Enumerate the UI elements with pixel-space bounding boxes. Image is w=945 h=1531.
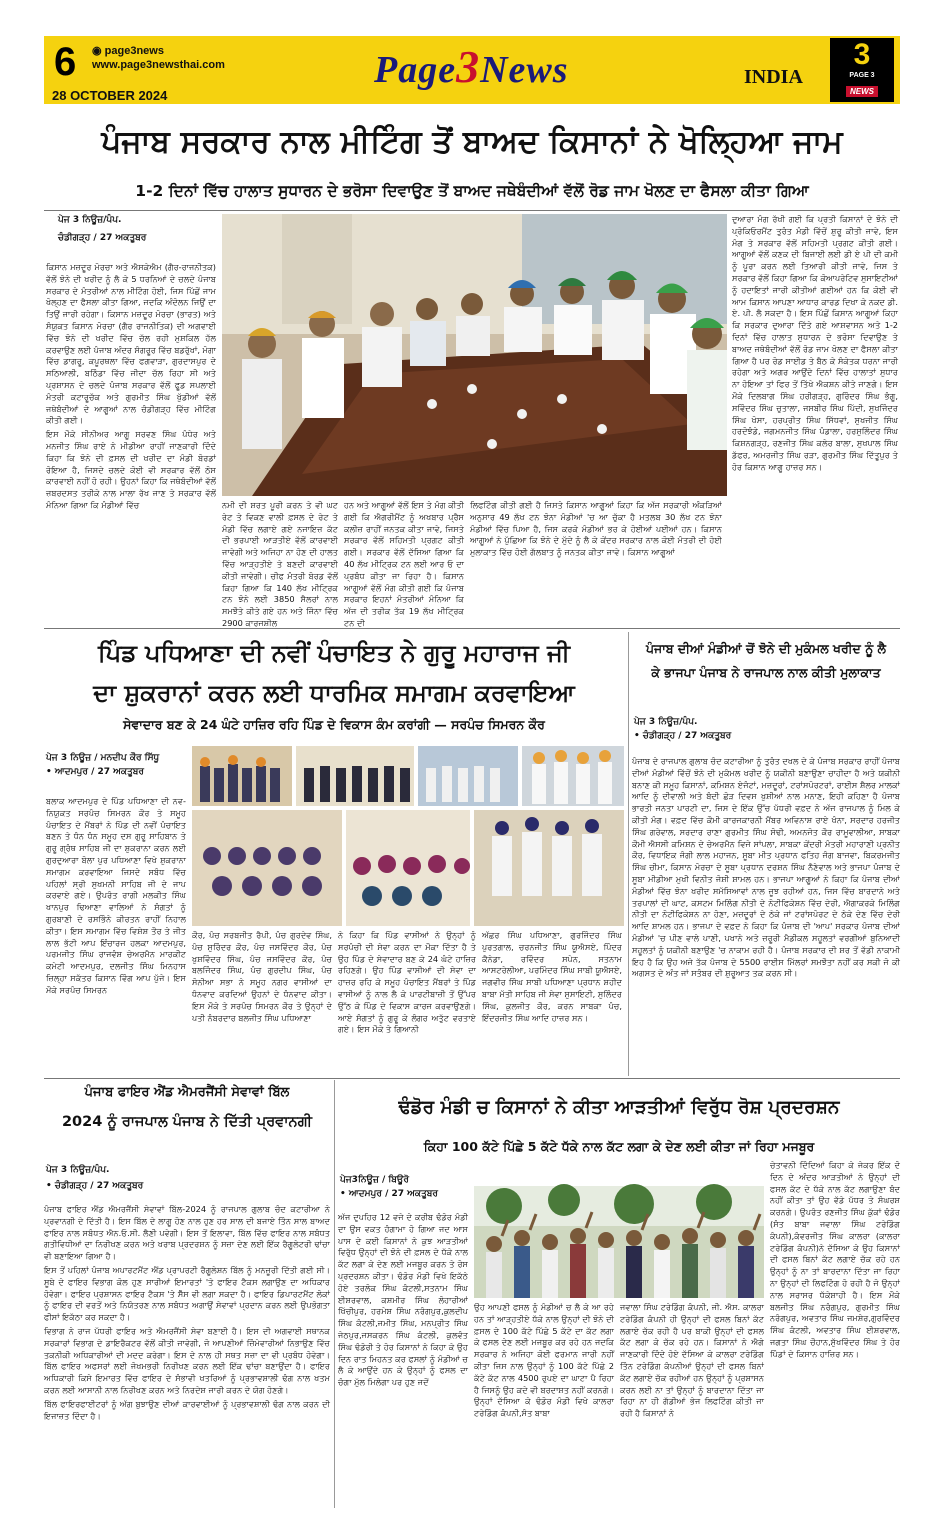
badge-number: 3 bbox=[853, 38, 871, 71]
story1-column-left bbox=[46, 262, 216, 622]
story5-column-b bbox=[474, 1302, 614, 1506]
story5-paragraph: ਉਹ ਆਪਣੀ ਫਸਲ ਨੂੰ ਮੰਡੀਆਂ ਚ ਲੈ ਕੇ ਆ ਰਹੇ ਹਨ ਤਾਂ ਆੜ੍ਹਤੀਏ ਧੱਕੇ ਨਾਲ ਉਨ੍ਹਾਂ ਦੀ ਝੋਨੇ ਦੀ ਫ਼ਸਲ ਦੇ 100 ਕੱਟੇ ਪਿੱਛੇ 5 ਕੱਟੇ ਦਾ ਕੱਟ ਲਗਾ ਕੇ ਫਸਲ ਦੇਣ ਲਈ ਮਜਬੂਰ ਕਰ ਰਹੇ ਹਨ ਜਦਕਿ ਸਰਕਾਰ ਨੇ ਅਜਿਹਾ ਕੋਈ ਫਰਮਾਨ ਜਾਰੀ ਨਹੀਂ ਕੀਤਾ ਜਿਸ ਨਾਲ ਉਨ੍ਹਾਂ ਨੂੰ 100 ਕੱਟੇ ਪਿੱਛੇ 2 ਕੱਟੇ ਕੱਟ ਨਾਲ 4500 ਰੁਪਏ ਦਾ ਘਾਟਾ ਪੈ ਰਿਹਾ ਹੈ ਜਿਸਨੂੰ ਉਹ ਕਦੇ ਵੀ ਬਰਦਾਸ਼ਤ ਨਹੀਂ ਕਰਨਗੇ। ਉਨ੍ਹਾਂ ਦੱਸਿਆ ਕੇ ਢੰਡੋਰ ਮੰਡੀ ਵਿਖੇ ਕਾਲਰਾ ਟਰੇਡਿੰਗ ਕੰਪਨੀ,ਸੰਤ ਬਾਬਾ bbox=[474, 1302, 614, 1419]
story2-paragraph: ਕੌਰ, ਪੰਚ ਸਰਬਜੀਤ ਰੈਪੀ, ਪੰਚ ਗੁਰਦੇਵ ਸਿੰਘ, ਪੰਚ ਸੁਰਿੰਦਰ ਕੌਰ, ਪੰਚ ਜਸਵਿੰਦਰ ਕੌਰ, ਪੰਚ ਖੁਸ਼ਵਿੰਦਰ ਸਿੰਘ, ਪੰਚ ਜਸਵਿੰਦਰ ਕੌਰ, ਪੰਚ ਬਲਜਿੰਦਰ ਸਿੰਘ, ਪੰਚ ਗੁਰਦੀਪ ਸਿੰਘ, ਪੰਚ ਸੋਨੀਆ ਸਭਾ ਨੇ ਸਮੂਹ ਨਗਰ ਵਾਸੀਆਂ ਦਾ ਧੰਨਵਾਦ ਕਰਦਿਆਂ ਉਹਨਾਂ ਦੇ ਧੰਨਵਾਦ ਕੀਤਾ। ਇਸ ਮੌਕੇ ਤੇ ਸਰਪੰਚ ਸਿਮਰਨ ਕੌਰ ਤੇ ਉਨ੍ਹਾਂ ਦੇ ਪਤੀ ਨੰਬਰਦਾਰ ਬਲਜੀਤ ਸਿੰਘ ਪਧਿਆਣਾ bbox=[192, 930, 332, 1023]
story5-column-c bbox=[620, 1302, 764, 1506]
column-divider bbox=[628, 632, 629, 1076]
newspaper-logo bbox=[374, 40, 569, 93]
story5-headline: ਢੰਡੋਰ ਮੰਡੀ ਚ ਕਿਸਾਨਾਂ ਨੇ ਕੀਤਾ ਆੜਤੀਆਂ ਵਿਰੁੱਧ ਰੋਸ਼ ਪ੍ਰਦਰਸ਼ਨ bbox=[398, 1097, 840, 1118]
story1-paragraph: ਦੁਆਰਾ ਮੰਗ ਰੱਖੀ ਗਈ ਕਿ ਪ੍ਰਤੀ ਕਿਸਾਨਾਂ ਦੇ ਝੋਨੇ ਦੀ ਪ੍ਰੋਕਿਓਰਮੈਂਟ ਤੁਰੰਤ ਮੰਡੀ ਵਿੱਚੋਂ ਸ਼ੁਰੂ ਕੀਤੀ ਜਾਵੇ, ਇਸ ਮੰਗ ਤੇ ਸਰਕਾਰ ਵੱਲੋਂ ਸਹਿਮਤੀ ਪ੍ਰਗਟ ਕੀਤੀ ਗਈ। ਆਗੂਆਂ ਵੱਲੋਂ ਕਣਕ ਦੀ ਬਿਜਾਈ ਲਈ ਡੀ ਏ ਪੀ ਦੀ ਕਮੀ ਨੂੰ ਪੂਰਾ ਕਰਨ ਲਈ ਤਿਆਰੀ ਕੀਤੀ ਜਾਵੇ, ਜਿਸ ਤੇ ਸਰਕਾਰ ਵੱਲੋਂ ਕਿਹਾ ਗਿਆ ਕਿ ਕੋਆਪਰੇਟਿਵ ਸੁਸਾਇਟੀਆਂ ਨੂੰ ਹਦਾਇਤਾਂ ਜਾਰੀ ਕੀਤੀਆਂ ਗਈਆਂ ਹਨ ਕਿ ਕੋਈ ਵੀ ਆਮ ਕਿਸਾਨ ਆਪਣਾ ਆਧਾਰ ਕਾਰਡ ਦਿਖਾ ਕੇ ਨਕਦ ਡੀ. ਏ. ਪੀ. ਲੈ ਸਕਦਾ ਹੈ। ਇਸ ਪਿੱਛੋਂ ਕਿਸਾਨ ਆਗੂਆਂ ਕਿਹਾ ਕਿ ਸਰਕਾਰ ਦੁਆਰਾ ਦਿੱਤੇ ਗਏ ਆਸ਼ਵਾਸਨ ਅਤੇ 1-2 ਦਿਨਾਂ ਵਿੱਚ ਹਾਲਾਤ ਸੁਧਾਰਨ ਦੇ ਭਰੋਸਾ ਦਿਵਾਉਣ ਤੇ ਬਾਅਦ ਜਥੇਬੰਦੀਆਂ ਵੱਲੋਂ ਰੋਡ ਜਾਮ ਖੋਲਣ ਦਾ ਫੈਸਲਾ ਕੀਤਾ ਗਿਆ ਹੈ ਪਰ ਰੋਡ ਸਾਈਡ ਤੇ ਬੈਠ ਕੇ ਸੰਕੇਤਕ ਧਰਨਾ ਜਾਰੀ ਰਹੇਗਾ ਅਤੇ ਅਗਰ ਆਉਂਦੇ ਦਿਨਾਂ ਵਿੱਚ ਹਾਲਾਤਾਂ ਸੁਧਾਰ ਨਾ ਹੋਇਆ ਤਾਂ ਫਿਰ ਤੋਂ ਤਿੱਖੇ ਐਕਸ਼ਨ ਕੀਤੇ ਜਾਣਗੇ। ਇਸ ਮੌਕੇ ਦਿਲਬਾਗ ਸਿੰਘ ਹਰੀਗੜ੍ਹ, ਗੁਰਿੰਦਰ ਸਿੰਘ ਭੰਗੂ, ਸਵਿੰਦਰ ਸਿੰਘ ਚੁਤਾਲਾ, ਜਸਬੀਰ ਸਿੰਘ ਪਿੱਦੀ, ਸੁਖਜਿੰਦਰ ਸਿੰਘ ਖੋਸਾ, ਹਰਪ੍ਰੀਤ ਸਿੰਘ ਸਿੱਧਵਾਂ, ਸੁਖਜੀਤ ਸਿੰਘ ਹਰਦੋਝੰਡੇ, ਜਗਮਨਜੀਤ ਸਿੰਘ ਪੰਡਾਲਾ, ਹਰਸੁਲਿੰਦਰ ਸਿੰਘ ਕਿਸ਼ਨਗੜ੍ਹ, ਰਣਜੀਤ ਸਿੰਘ ਕਲੇਰ ਬਾਲਾ, ਸੁਖਪਾਲ ਸਿੰਘ ਡੱਫਰ, ਅਮਰਜੀਤ ਸਿੰਘ ਰੜਾ, ਗੁਰਮੀਤ ਸਿੰਘ ਦਿੱਤੂਪੁਰ ਤੇ ਹੋਰ ਕਿਸਾਨ ਆਗੂ ਹਾਜ਼ਰ ਸਨ। bbox=[732, 214, 898, 472]
story1-paragraph: ਕਿਸਾਨ ਮਜ਼ਦੂਰ ਮੋਰਚਾ ਅਤੇ ਐਸਕੇਐਮ (ਗੈਰ-ਰਾਜਨੀਤਕ) ਵੱਲੋਂ ਝੋਨੇ ਦੀ ਖਰੀਦ ਨੂੰ ਲੈ ਕੇ 5 ਧਰਨਿਆਂ ਦੇ ਚਲਦੇ ਪੰਜਾਬ ਸਰਕਾਰ ਦੇ ਮੰਤਰੀਆਂ ਨਾਲ ਮੀਟਿੰਗ ਹੋਈ, ਜਿਸ ਪਿੱਛੋਂ ਜਾਮ ਖੋਲ੍ਹਣ ਦਾ ਫੈਸਲਾ ਕੀਤਾ ਗਿਆ, ਜਦਕਿ ਅੰਦੋਲਨ ਜਿਉਂ ਦਾ ਤਿਉਂ ਜਾਰੀ ਰਹੇਗਾ। ਕਿਸਾਨ ਮਜ਼ਦੂਰ ਮੋਰਚਾ (ਭਾਰਤ) ਅਤੇ ਸੰਯੁਕਤ ਕਿਸਾਨ ਮੋਰਚਾ (ਗੈਰ ਰਾਜਨੀਤਿਕ) ਦੀ ਅਗਵਾਈ ਵਿੱਚ ਝੋਨੇ ਦੀ ਖਰੀਦ ਵਿੱਚ ਚੱਲ ਰਹੀ ਮੁਸ਼ਕਿਲ ਹੱਲ ਕਰਵਾਉਣ ਲਈ ਪੰਜਾਬ ਅੰਦਰ ਸੰਗਰੂਰ ਵਿੱਚ ਬਡਰੁੱਖਾਂ, ਮੋਗਾ ਵਿੱਚ ਡਾਗਰੂ, ਕਪੂਰਥਲਾ ਵਿੱਚ ਫਗਵਾੜਾ, ਗੁਰਦਾਸਪੁਰ ਦੇ ਸਠਿਆਲੀ, ਬਠਿੰਡਾ ਵਿੱਚ ਜੀਦਾ ਚੱਲ ਰਿਹਾ ਸੀ ਅਤੇ ਪ੍ਰਸ਼ਾਸਨ ਦੇ ਚਲਦੇ ਪੰਜਾਬ ਸਰਕਾਰ ਵੱਲੋਂ ਫੂਡ ਸਪਲਾਈ ਮੰਤਰੀ ਕਟਾਰੂਚੱਕ ਅਤੇ ਗੁਰਮੀਤ ਸਿੰਘ ਖੁੱਡੀਆਂ ਵੱਲੋਂ ਜਥੇਬੰਦੀਆਂ ਦੇ ਆਗੂਆਂ ਨਾਲ ਚੰਡੀਗੜ੍ਹ ਵਿੱਚ ਮੀਟਿੰਗ ਕੀਤੀ ਗਈ। bbox=[46, 262, 216, 426]
story5-dateline: • ਆਦਮਪੁਰ / 27 ਅਕਤੂਬਰ bbox=[340, 1189, 438, 1199]
masthead-contact bbox=[92, 44, 225, 72]
story1-dateline: ਚੰਡੀਗੜ੍ਹ / 27 ਅਕਤੂਬਰ bbox=[58, 233, 147, 243]
story1-subheadline: 1-2 ਦਿਨਾਂ ਵਿੱਚ ਹਾਲਾਤ ਸੁਧਾਰਨ ਦੇ ਭਰੋਸਾ ਦਿਵਾਉਣ ਤੋਂ ਬਾਅਦ ਜਥੇਬੰਦੀਆਂ ਵੱਲੋਂ ਰੋਡ ਜਾਮ ਖੋਲਣ ਦਾ ਫੈਸਲਾ ਕੀਤਾ ਗਿਆ bbox=[135, 182, 809, 200]
story4-paragraph: ਪੰਜਾਬ ਫਾਇਰ ਐਂਡ ਐਮਰਜੈਂਸੀ ਸੇਵਾਵਾਂ ਬਿੱਲ-2024 ਨੂੰ ਰਾਜਪਾਲ ਗੁਲਾਬ ਚੰਦ ਕਟਾਰੀਆ ਨੇ ਪ੍ਰਵਾਨਗੀ ਦੇ ਦਿੱਤੀ ਹੈ। ਇਸ ਬਿੱਲ ਦੇ ਲਾਗੂ ਹੋਣ ਨਾਲ ਹੁਣ ਹਰ ਸਾਲ ਦੀ ਬਜਾਏ ਤਿੰਨ ਸਾਲ ਬਾਅਦ ਫਾਇਰ ਨਾਲ ਸਬੰਧਤ ਐਨ.ਓ.ਸੀ. ਲੈਣੀ ਪਵੇਗੀ। ਇਸ ਤੋਂ ਇਲਾਵਾ, ਬਿੱਲ ਵਿੱਚ ਫਾਇਰ ਨਾਲ ਸਬੰਧਤ ਗਤੀਵਿਧੀਆਂ ਦਾ ਨਿਰੀਖਣ ਕਰਨ ਅਤੇ ਖਰਾਬ ਪ੍ਰਦਰਸ਼ਨ ਨੂੰ ਸਜ਼ਾ ਦੇਣ ਲਈ ਇੱਕ ਰੈਗੂਲੇਟਰੀ ਢਾਂਚਾ ਵੀ ਬਣਾਇਆ ਗਿਆ ਹੈ। bbox=[44, 1204, 330, 1262]
masthead bbox=[44, 36, 900, 104]
story5-byline: ਪੇਜ3ਨਿਊਜ਼ / ਬਿਊਰੋ bbox=[340, 1175, 409, 1185]
story4-byline: ਪੇਜ 3 ਨਿਊਜ਼/ਪੰਪ. bbox=[46, 1165, 110, 1175]
badge-news: NEWS bbox=[846, 86, 878, 97]
logo-prefix: Page bbox=[374, 49, 457, 91]
edition-label: INDIA bbox=[744, 66, 803, 88]
story3-headline-line2: ਕੇ ਭਾਜਪਾ ਪੰਜਾਬ ਨੇ ਰਾਜਪਾਲ ਨਾਲ ਕੀਤੀ ਮੁਲਾਕਾਤ bbox=[651, 665, 881, 680]
story2-headline-line1: ਪਿੰਡ ਪਧਿਆਣਾ ਦੀ ਨਵੀਂ ਪੰਚਾਇਤ ਨੇ ਗੁਰੂ ਮਹਾਰਾਜ ਜੀ bbox=[98, 639, 570, 667]
story2-column-left bbox=[46, 796, 186, 1042]
story5-photo-protest bbox=[474, 1186, 764, 1298]
story4-headline-line2: 2024 ਨੂੰ ਰਾਜਪਾਲ ਪੰਜਾਬ ਨੇ ਦਿੱਤੀ ਪ੍ਰਵਾਨਗੀ bbox=[61, 1114, 313, 1130]
story3-dateline: • ਚੰਡੀਗੜ੍ਹ / 27 ਅਕਤੂਬਰ bbox=[634, 731, 732, 741]
story1-byline: ਪੇਜ 3 ਨਿਊਜ਼/ਪੰਪ. bbox=[58, 215, 122, 225]
column-divider bbox=[334, 1080, 335, 1508]
masthead-handle: page3news bbox=[104, 45, 164, 57]
story4-headline-line1: ਪੰਜਾਬ ਫਾਇਰ ਐਂਡ ਐਮਰਜੈਂਸੀ ਸੇਵਾਵਾਂ ਬਿੱਲ bbox=[84, 1085, 290, 1100]
story5-column-a bbox=[338, 1212, 468, 1506]
story1-headline: ਪੰਜਾਬ ਸਰਕਾਰ ਨਾਲ ਮੀਟਿੰਗ ਤੋਂ ਬਾਅਦ ਕਿਸਾਨਾਂ ਨੇ ਖੋਲ੍ਹਿਆ ਜਾਮ bbox=[101, 124, 843, 160]
divider bbox=[44, 1078, 900, 1079]
story1-paragraph: ਹਨ ਅਤੇ ਆਗੂਆਂ ਵੱਲੋਂ ਇਸ ਤੇ ਮੰਗ ਕੀਤੀ ਗਈ ਕਿ ਐਗਰੀਮੈਂਟ ਨੂੰ ਅਖਬਾਰ ਪ੍ਰੈਸ ਕਲੀਜ਼ ਰਾਹੀਂ ਜਨਤਕ ਕੀਤਾ ਜਾਵੇ, ਜਿਸਤੇ ਸਰਕਾਰ ਵੱਲੋਂ ਸਹਿਮਤੀ ਪ੍ਰਗਟ ਕੀਤੀ ਗਈ। ਸਰਕਾਰ ਵੱਲੋਂ ਦੱਸਿਆ ਗਿਆ ਕਿ 40 ਲੱਖ ਮੀਟ੍ਰਿਕ ਟਨ ਲਈ ਆਰ ਓ ਦਾ ਪ੍ਰਬੰਧ ਕੀਤਾ ਜਾ ਰਿਹਾ ਹੈ। ਕਿਸਾਨ ਆਗੂਆਂ ਵੱਲੋਂ ਮੰਗ ਕੀਤੀ ਗਈ ਕਿ ਪੰਜਾਬ ਸਰਕਾਰ ਇਹਨਾਂ ਮੰਤਰੀਆਂ ਮੰਨਿਆ ਕਿ ਅੱਜ ਦੀ ਤਰੀਕ ਤੱਕ 19 ਲੱਖ ਮੀਟ੍ਰਿਕ ਟਨ ਦੀ bbox=[344, 500, 464, 628]
story1-paragraph: ਇਸ ਮੌਕੇ ਸੀਨੀਅਰ ਆਗੂ ਸਰਵਣ ਸਿੰਘ ਪੰਧੇਰ ਅਤੇ ਮਨਜੀਤ ਸਿੰਘ ਰਾਏ ਨੇ ਮੀਡੀਆ ਰਾਹੀਂ ਜਾਣਕਾਰੀ ਦਿੰਦੇ ਕਿਹਾ ਕਿ ਝੋਨੇ ਦੀ ਫ਼ਸਲ ਦੀ ਖਰੀਦ ਦਾ ਮੰਡੀ ਬੋਰਡਾਂ ਰੋਇਆ ਹੈ, ਜਿਸਦੇ ਚਲਦੇ ਕੋਈ ਵੀ ਸਰਕਾਰ ਵੱਲੋਂ ਠੋਸ ਕਾਰਵਾਈ ਨਹੀਂ ਹੋ ਰਹੀ। ਉਹਨਾਂ ਕਿਹਾ ਕਿ ਜਥੇਬੰਦੀਆਂ ਵੱਲੋਂ ਜ਼ਬਰਦਸਤ ਤਰੀਕੇ ਨਾਲ ਮਾਲਾ ਰੱਖ ਜਾਣ ਤੇ ਸਰਕਾਰ ਵੱਲੋਂ ਮੰਨਿਆ ਗਿਆ ਕਿ ਮੰਡੀਆਂ ਵਿੱਚ bbox=[46, 429, 216, 510]
story2-column-d bbox=[482, 930, 622, 1042]
story1-column-d bbox=[470, 500, 722, 622]
story5-paragraph: ਜਵਾਲਾ ਸਿੰਘ ਟਰੇਡਿੰਗ ਕੰਪਨੀ, ਜੀ. ਐਸ. ਕਾਲਰਾ ਟਰੇਡਿੰਗ ਕੰਪਨੀ ਹੀ ਉਨ੍ਹਾਂ ਦੀ ਫਸਲ ਬਿਨਾਂ ਕੱਟ ਲਗਾਏ ਚੱਕ ਰਹੀ ਹੈ ਪਰ ਬਾਕੀ ਉਨ੍ਹਾਂ ਦੀ ਫਸਲ ਕੱਟ ਲਗਾ ਕੇ ਚੱਕ ਰਹੇ ਹਨ। ਕਿਸਾਨਾਂ ਨੇ ਐਗੇ ਜਾਣਕਾਰੀ ਦਿੰਦੇ ਹੋਏ ਦੱਸਿਆ ਕੇ ਕਾਲਰਾ ਟਰੇਡਿੰਗ ਤਿੰਨ ਟਰੇਡਿੰਗ ਕੰਪਨੀਆਂ ਉਨ੍ਹਾਂ ਦੀ ਫਸਲ ਬਿਨਾਂ ਕੱਟ ਲਗਾਏ ਚੱਕ ਰਹੀਆਂ ਹਨ ਉਨ੍ਹਾਂ ਨੂੰ ਪ੍ਰਸ਼ਾਸਨ ਕਰਨ ਲਈ ਨਾ ਤਾਂ ਉਨ੍ਹਾਂ ਨੂੰ ਬਾਰਦਾਨਾ ਦਿੱਤਾ ਜਾ ਰਿਹਾ ਨਾ ਹੀ ਗੱਡੀਆਂ ਭੇਜ ਲਿਫਟਿੰਗ ਕੀਤੀ ਜਾ ਰਹੀ ਹੈ ਕਿਸਾਨਾਂ ਨੇ bbox=[620, 1302, 764, 1419]
story3-body bbox=[632, 756, 900, 1076]
story2-photo-collage bbox=[192, 746, 624, 926]
story1-column-right bbox=[732, 214, 898, 624]
story2-paragraph: ਨੇ ਕਿਹਾ ਕਿ ਪਿੰਡ ਵਾਸੀਆਂ ਨੇ ਉਨ੍ਹਾਂ ਨੂੰ ਸਰਪੰਚੀ ਦੀ ਸੇਵਾ ਕਰਨ ਦਾ ਮੌਕਾ ਦਿੱਤਾ ਹੈ ਤੇ ਉਹ ਪਿੰਡ ਦੇ ਸੇਵਾਦਾਰ ਬਣ ਕੇ 24 ਘੰਟੇ ਹਾਜ਼ਿਰ ਰਹਿਣਗੇ। ਉਹ ਪਿੰਡ ਵਾਸੀਆਂ ਦੀ ਸੇਵਾ ਦਾ ਹਾਜ਼ਰ ਰਹਿ ਕੇ ਸਮੂਹ ਪੰਚਾਇਤ ਮੈਂਬਰਾਂ ਤੇ ਪਿੰਡ ਵਾਸੀਆਂ ਨੂੰ ਨਾਲ ਲੈ ਕੇ ਪਾਰਟੀਬਾਜ਼ੀ ਤੋਂ ਉੱਪਰ ਉੱਠ ਕੇ ਪਿੰਡ ਦੇ ਵਿਕਾਸ ਕਾਰਜ ਕਰਵਾਉਣਗੇ। ਆਏ ਸੰਗਤਾਂ ਨੂੰ ਗੁਰੂ ਕੇ ਲੰਗਰ ਅਤੁੱਟ ਵਰਤਾਏ ਗਏ। ਇਸ ਮੌਕੇ ਤੇ ਗਿਆਨੀ bbox=[338, 930, 476, 1035]
story5-paragraph: ਅੱਜ ਦੁਪਹਿਰ 12 ਵਜੇ ਦੇ ਕਰੀਬ ਢੰਡੋਰ ਮੰਡੀ ਦਾ ਉਸ ਵਕਤ ਹੰਗਾਮਾ ਹੋ ਗਿਆ ਜਦ ਆਸ ਪਾਸ ਦੇ ਕਈ ਕਿਸਾਨਾਂ ਨੇ ਕੁਝ ਆੜਤੀਆਂ ਵਿਰੁੱਧ ਉਨ੍ਹਾਂ ਦੀ ਝੋਨੇ ਦੀ ਫ਼ਸਲ ਦੇ ਧੱਕੇ ਨਾਲ ਕੱਟ ਲਗਾ ਕੇ ਦੇਣ ਲਈ ਮਜਬੂਰ ਕਰਨ ਤੇ ਰੋਸ ਪ੍ਰਦਰਸ਼ਨ ਕੀਤਾ। ਢੰਡੋਰ ਮੰਡੀ ਵਿਖੇ ਇਕੱਠੇ ਹੋਏ ਤਰਲੋਕ ਸਿੰਘ ਕੰਟਲੀ,ਸਤਨਾਮ ਸਿੰਘ ਈਸ਼ਰਵਾਲ, ਕਸ਼ਮੀਰ ਸਿੰਘ ਲੋਹਾਰੀਆਂ ਖਿੱਚੀਪੁਰ, ਹਰਮੇਸ਼ ਸਿੰਘ ਨਰੰਗਪੁਰ,ਕੁਲਦੀਪ ਸਿੰਘ ਕੰਟਲੀ,ਜਮੀਤ ਸਿੰਘ, ਮਨਪ੍ਰੀਤ ਸਿੰਘ ਜੇਠਪੁਰ,ਜਸਕਰਨ ਸਿੰਘ ਕੰਟਲੀ, ਕੁਲਵੰਤ ਸਿੰਘ ਢੰਡੋਰੀ ਤੇ ਹੋਰ ਕਿਸਾਨਾਂ ਨੇ ਕਿਹਾ ਕੇ ਉਹ ਦਿਨ ਰਾਤ ਮਿਹਨਤ ਕਰ ਫਸਲਾਂ ਨੂੰ ਮੰਡੀਆਂ ਚ ਲੈ ਕੇ ਆਉਂਦੇ ਹਨ ਕੇ ਉਨ੍ਹਾਂ ਨੂੰ ਫਸਲ ਦਾ ਚੰਗਾ ਮੁੱਲ ਮਿਲੇਗਾ ਪਰ ਹੁਣ ਜਦੋਂ bbox=[338, 1212, 468, 1388]
divider bbox=[44, 210, 900, 211]
story3-headline-line1: ਪੰਜਾਬ ਦੀਆਂ ਮੰਡੀਆਂ ਚੋਂ ਝੋਨੇ ਦੀ ਮੁਕੰਮਲ ਖਰੀਦ ਨੂੰ ਲੈ bbox=[645, 641, 887, 656]
story2-byline: ਪੇਜ 3 ਨਿਊਜ਼ / ਮਨਦੀਪ ਕੌਰ ਸਿੱਧੂ bbox=[46, 753, 160, 763]
handle-icon: ◉ bbox=[92, 45, 105, 57]
story2-subheadline: ਸੇਵਾਦਾਰ ਬਣ ਕੇ 24 ਘੰਟੇ ਹਾਜ਼ਿਰ ਰਹਿ ਪਿੰਡ ਦੇ ਵਿਕਾਸ ਕੰਮ ਕਰਾਂਗੀ — ਸਰਪੰਚ ਸਿਮਰਨ ਕੌਰ bbox=[123, 717, 545, 732]
story2-paragraph: ਅੱਛਰ ਸਿੰਘ ਪਧਿਆਣਾ, ਗੁਰਜਿੰਦਰ ਸਿੰਘ ਪੁਰਤਗਾਲ, ਚਰਨਜੀਤ ਸਿੰਘ ਯੂਐਸਏ, ਪਿੰਦਰ ਕੈਨੇਡਾ, ਰਵਿੰਦਰ ਸਪੇਨ, ਸਤਨਾਮ ਆਸਟਰੇਲੀਆ, ਪਰਮਿੰਦਰ ਸਿੰਘ ਸਾਬੀ ਯੂਐਸਏ, ਜਗਵੀਰ ਸਿੰਘ ਸਾਬੀ ਪਧਿਆਣਾ ਪ੍ਰਧਾਨ ਸ਼ਹੀਦ ਬਾਬਾ ਮੱਤੀ ਸਾਹਿਬ ਜੀ ਸੇਵਾ ਸੁਸਾਇਟੀ, ਸੁਲਿੰਦਰ ਸਿੰਘ, ਕੁਲਜੀਤ ਕੌਰ, ਕਰਨ ਸਾਬਕਾ ਪੰਚ, ਇੰਦਰਜੀਤ ਸਿੰਘ ਆਦਿ ਹਾਜ਼ਰ ਸਨ। bbox=[482, 930, 622, 1023]
story1-column-c bbox=[344, 500, 464, 628]
story4-paragraph: ਇਸ ਤੋਂ ਪਹਿਲਾਂ ਪੰਜਾਬ ਅਪਾਰਟਮੈਂਟ ਐਂਡ ਪ੍ਰਾਪਰਟੀ ਰੈਗੂਲੇਸ਼ਨ ਬਿੱਲ ਨੂੰ ਮਨਜ਼ੂਰੀ ਦਿੱਤੀ ਗਈ ਸੀ। ਸੂਬੇ ਦੇ ਫਾਇਰ ਵਿਭਾਗ ਕੋਲ ਹੁਣ ਸਾਰੀਆਂ ਇਮਾਰਤਾਂ 'ਤੇ ਫਾਇਰ ਟੈਕਸ ਲਗਾਉਣ ਦਾ ਅਧਿਕਾਰ ਹੋਵੇਗਾ। ਫਾਇਰ ਪ੍ਰਸ਼ਾਸਨ ਫਾਇਰ ਟੈਕਸ 'ਤੇ ਸੈੱਸ ਵੀ ਲਗਾ ਸਕਦਾ ਹੈ। ਫਾਇਰ ਡਿਪਾਰਟਮੈਂਟ ਲੋਕਾਂ ਨੂੰ ਫਾਇਰ ਦੀ ਵਰਤੋਂ ਅਤੇ ਨਿਯੰਤਰਣ ਨਾਲ ਸਬੰਧਤ ਅਗਾਉਂ ਸੇਵਾਵਾਂ ਪ੍ਰਦਾਨ ਕਰਨ ਲਈ ਉਪਭੋਗਤਾ ਫੀਸਾਂ ਇਕੱਠਾ ਕਰ ਸਕਦਾ ਹੈ। bbox=[44, 1264, 330, 1323]
story2-paragraph: ਬਲਾਕ ਆਦਮਪੁਰ ਦੇ ਪਿੰਡ ਪਧਿਆਣਾ ਦੀ ਨਵ-ਨਿਯੁਕਤ ਸਰਪੰਚ ਸਿਮਰਨ ਕੌਰ ਤੇ ਸਮੂਹ ਪੰਚਾਇਤ ਦੇ ਮੈਂਬਰਾਂ ਨੇ ਪਿੰਡ ਦੀ ਨਵੀਂ ਪੰਚਾਇਤ ਬਣਨ ਤੇ ਧੰਨ ਧੰਨ ਸਮੂਹ ਦਸ ਗੁਰੂ ਸਾਹਿਬਾਨ ਤੇ ਗੁਰੂ ਗ੍ਰੰਥ ਸਾਹਿਬ ਜੀ ਦਾ ਸ਼ੁਕਰਾਨਾ ਕਰਨ ਲਈ ਗੁਰਦੁਆਰਾ ਬੋਲਾ ਪੁਰ ਪਧਿਆਣਾ ਵਿਖੇ ਸ਼ੁਕਰਾਨਾ ਸਮਾਗਮ ਕਰਵਾਇਆ ਜਿਸਦੇ ਸਬੰਧ ਵਿੱਚ ਪਹਿਲਾਂ ਸ੍ਰੀ ਸੁਖਮਨੀ ਸਾਹਿਬ ਜੀ ਦੇ ਜਾਪ ਕਰਵਾਏ ਗਏ। ਉਪਰੰਤ ਰਾਗੀ ਮਲਕੀਤ ਸਿੰਘ ਖਾਨਪੁਰ ਢਿਆਣਾ ਵਾਲਿਆਂ ਨੇ ਸੰਗਤਾਂ ਨੂੰ ਗੁਰਬਾਣੀ ਦੇ ਰਸਭਿੰਨੇ ਕੀਰਤਨ ਰਾਹੀਂ ਨਿਹਾਲ ਕੀਤਾ। ਇਸ ਸਮਾਗਮ ਵਿੱਚ ਵਿਸ਼ੇਸ਼ ਤੌਰ ਤੇ ਜੀਤ ਲਾਲ ਭੱਟੀ ਆਪ ਇੰਚਾਰਜ ਹਲਕਾ ਆਦਮਪੁਰ, ਪਰਮਜੀਤ ਸਿੰਘ ਰਾਜਵੰਸ਼ ਚੇਅਰਮੈਨ ਮਾਰਕੀਟ ਕਮੇਟੀ ਆਦਮਪੁਰ, ਦਲਜੀਤ ਸਿੰਘ ਮਿਨਹਾਸ ਜ਼ਿਲ੍ਹਾ ਸਕੱਤਰ ਕਿਸਾਨ ਵਿੰਗ ਆਪ ਪੁੱਜੇ। ਇਸ ਮੌਕੇ ਸਰਪੰਚ ਸਿਮਰਨ bbox=[46, 796, 186, 995]
story4-dateline: • ਚੰਡੀਗੜ੍ਹ / 27 ਅਕਤੂਬਰ bbox=[46, 1181, 144, 1191]
story2-column-b bbox=[192, 930, 332, 1042]
story2-headline-line2: ਦਾ ਸ਼ੁਕਰਾਨਾਂ ਕਰਨ ਲਈ ਧਾਰਮਿਕ ਸਮਾਗਮ ਕਰਵਾਇਆ bbox=[93, 679, 575, 707]
story3-byline: ਪੇਜ 3 ਨਿਊਜ਼/ਪੰਪ. bbox=[634, 717, 698, 727]
divider bbox=[44, 628, 900, 629]
story1-paragraph: ਨਮੀ ਦੀ ਸ਼ਰਤ ਪੂਰੀ ਕਰਨ ਤੇ ਵੀ ਘਟ ਰੇਟ ਤੇ ਵਿਕਣ ਵਾਲੀ ਫ਼ਸਲ ਦੇ ਰੇਟ ਤੇ ਮੰਡੀ ਵਿੱਚ ਲਗਾਏ ਗਏ ਨਜਾਇਜ਼ ਕੱਟ ਦੀ ਭਰਪਾਈ ਆੜਤੀਏ ਵੱਲੋਂ ਕਾਰਵਾਈ ਜਾਵੇਗੀ ਅਤੇ ਅਜਿਹਾ ਨਾ ਹੋਣ ਦੀ ਹਾਲਤ ਵਿੱਚ ਆੜ੍ਹਤੀਏ ਤੇ ਬਣਦੀ ਕਾਰਵਾਈ ਕੀਤੀ ਜਾਵੇਗੀ। ਚੀਫ ਮੰਤਰੀ ਬੋਰਡ ਵੱਲੋਂ ਕਿਹਾ ਗਿਆ ਕਿ 140 ਲੱਖ ਮੀਟ੍ਰਿਕ ਟਨ ਝੋਨੇ ਲਈ 3850 ਸੈਲਰਾਂ ਨਾਲ ਸਮਝੌਤੇ ਕੀਤੇ ਗਏ ਹਨ ਅਤੇ ਜਿੰਨਾ ਵਿੱਚ 2900 ਕਾਰਜਸ਼ੀਲ bbox=[222, 500, 338, 628]
story2-column-c bbox=[338, 930, 476, 1042]
brand-badge bbox=[830, 38, 894, 102]
story5-paragraph: ਚੇਤਾਵਨੀ ਦਿੰਦਿਆਂ ਕਿਹਾ ਕੇ ਜੇਕਰ ਇੱਕ ਦੋ ਦਿਨ ਦੇ ਅੰਦਰ ਆੜਤੀਆਂ ਨੇ ਉਨ੍ਹਾਂ ਦੀ ਫਸਲ ਕੱਟ ਦੇ ਧੱਕੇ ਨਾਲ ਕੱਟ ਲਗਾਉਣਾ ਬੰਦ ਨਹੀਂ ਕੀਤਾ ਤਾਂ ਉਹ ਵੱਡੇ ਪੱਧਰ ਤੇ ਸੰਘਰਸ਼ ਕਰਨਗੇ। ਉਪਰੰਤ ਰਣਜੀਤ ਸਿੰਘ ਕੁੱਕਾਂ ਢੰਡੋਰ (ਸੰਤ ਬਾਬਾ ਜਵਾਲਾ ਸਿੰਘ ਟਰੇਡਿੰਗ ਕੰਪਨੀ),ਕੰਵਰਜੀਤ ਸਿੰਘ ਕਾਲਰਾ (ਕਾਲਰਾ ਟਰੇਡਿੰਗ ਕੰਪਨੀ)ਨੇ ਦੱਸਿਆ ਕੇ ਉਹ ਕਿਸਾਨਾਂ ਦੀ ਫਸਲ ਬਿਨਾਂ ਕੱਟ ਲਗਾਏ ਚੱਕ ਰਹੇ ਹਨ ਉਨ੍ਹਾਂ ਨੂੰ ਨਾ ਤਾਂ ਬਾਰਦਾਨਾ ਦਿੱਤਾ ਜਾ ਰਿਹਾ ਨਾ ਉਨ੍ਹਾਂ ਦੀ ਲਿਫਟਿੰਗ ਹੋ ਰਹੀ ਹੈ ਜੋ ਉਨ੍ਹਾਂ ਨਾਲ ਸਰਾਸਰ ਧੱਕੇਸ਼ਾਹੀ ਹੈ। ਇਸ ਮੌਕੇ ਬਲਜੀਤ ਸਿੰਘ ਨਰੰਗਪੁਰ, ਗੁਰਮੀਤ ਸਿੰਘ ਨਰੰਗਪੁਰ, ਅਵਤਾਰ ਸਿੰਘ ਜਮਸ਼ੇਰ,ਗੁਰਵਿੰਦਰ ਸਿੰਘ ਕੰਟਲੀ, ਅਵਤਾਰ ਸਿੰਘ ਈਸ਼ਰਵਾਲ, ਜਗਤਾ ਸਿੰਘ ਚੌਹਾਨ,ਸੁੱਖਵਿੰਦਰ ਸਿੰਘ ਤੇ ਹੋਰ ਪਿੰਡਾਂ ਦੇ ਕਿਸਾਨ ਹਾਜ਼ਿਰ ਸਨ। bbox=[770, 1160, 900, 1359]
badge-text: PAGE 3 bbox=[849, 72, 875, 79]
logo-three: 3 bbox=[456, 41, 481, 92]
story4-body bbox=[44, 1204, 330, 1504]
story1-column-b bbox=[222, 500, 338, 628]
page-number: 6 bbox=[54, 40, 77, 84]
masthead-website: www.page3newsthai.com bbox=[92, 59, 225, 71]
story1-paragraph: ਲਿਫਟਿੰਗ ਕੀਤੀ ਗਈ ਹੈ ਜਿਸਤੇ ਕਿਸਾਨ ਆਗੂਆਂ ਕਿਹਾ ਕਿ ਅੱਜ ਸਰਕਾਰੀ ਅੰਕੜਿਆਂ ਅਨੁਸਾਰ 49 ਲੱਖ ਟਨ ਝੋਨਾ ਮੰਡੀਆਂ 'ਚ ਆ ਚੁੱਕਾ ਹੈ ਮਤਲਬ 30 ਲੱਖ ਟਨ ਝੋਨਾ ਮੰਡੀਆਂ ਵਿੱਚ ਪਿਆ ਹੈ, ਜਿਸ ਕਰਕੇ ਮੰਡੀਆਂ ਭਰ ਕੇ ਹੋਈਆਂ ਪਈਆਂ ਹਨ। ਕਿਸਾਨ ਆਗੂਆਂ ਨੇ ਪੁੱਛਿਆ ਕਿ ਝੋਨੇ ਦੇ ਮੁੱਦੇ ਨੂੰ ਲੈ ਕੇ ਕੇਂਦਰ ਸਰਕਾਰ ਨਾਲ ਕੋਈ ਮੰਤਰੀ ਦੀ ਹੋਈ ਮੁਲਾਕਾਤ ਵਿੱਚ ਹੋਈ ਗੱਲਬਾਤ ਨੂੰ ਜਨਤਕ ਕੀਤਾ ਜਾਵੇ। ਕਿਸਾਨ ਆਗੂਆਂ bbox=[470, 500, 722, 558]
story2-dateline: • ਆਦਮਪੁਰ / 27 ਅਕਤੂਬਰ bbox=[46, 767, 144, 777]
story1-photo-meeting bbox=[222, 214, 727, 496]
story4-paragraph: ਬਿੱਲ ਫਾਇਰਫਾਈਟਰਾਂ ਨੂੰ ਅੱਗ ਬੁਝਾਉਣ ਦੀਆਂ ਕਾਰਵਾਈਆਂ ਨੂੰ ਪ੍ਰਭਾਵਸ਼ਾਲੀ ਢੰਗ ਨਾਲ ਕਰਨ ਦੀ ਇਜਾਜ਼ਤ ਦਿੰਦਾ ਹੈ। bbox=[44, 1398, 330, 1421]
logo-suffix: News bbox=[480, 49, 569, 91]
story3-paragraph: ਪੰਜਾਬ ਦੇ ਰਾਜਪਾਲ ਗੁਲਾਬ ਚੰਦ ਕਟਾਰੀਆ ਨੂੰ ਤੁਰੰਤ ਦਖਲ ਦੇ ਕੇ ਪੰਜਾਬ ਸਰਕਾਰ ਰਾਹੀਂ ਪੰਜਾਬ ਦੀਆਂ ਮੰਡੀਆਂ ਵਿੱਚੋਂ ਝੋਨੇ ਦੀ ਮੁਕੰਮਲ ਖਰੀਦ ਨੂੰ ਯਕੀਨੀ ਬਣਾਉਣਾ ਚਾਹੀਦਾ ਹੈ ਅਤੇ ਯਕੀਨੀ ਬਨਾਣ ਕੀ ਸਮੂਹ ਕਿਸਾਨਾਂ, ਕਮਿਸ਼ਨ ਏਜੰਟਾਂ, ਮਜ਼ਦੂਰਾਂ, ਟਰਾਂਸਪੋਰਟਰਾਂ, ਰਾਈਸ ਸ਼ੈਲਰ ਮਾਲਕਾਂ ਆਦਿ ਨੂੰ ਦੀਵਾਲੀ ਅਤੇ ਬੰਦੀ ਛੋੜ ਦਿਵਸ ਖੁਸ਼ੀਆਂ ਨਾਲ ਮਨਾਣ, ਇਹੀ ਕਹਿਣਾ ਹੈ ਪੰਜਾਬ ਭਾਰਤੀ ਜਨਤਾ ਪਾਰਟੀ ਦਾ, ਜਿਸ ਦੇ ਇੱਕ ਉੱਚ ਪੱਧਰੀ ਵਫ਼ਦ ਨੇ ਅੱਜ ਰਾਜਪਾਲ ਨੂੰ ਮਿਲ ਕੇ ਕੀਤੀ ਮੰਗ। ਵਫ਼ਦ ਵਿੱਚ ਕੌਮੀ ਕਾਰਜਕਾਰਨੀ ਮੈਂਬਰ ਅਵਿਨਾਸ਼ ਰਾਏ ਖੰਨਾ, ਸਰਦਾਰ ਹਰਜੀਤ ਸਿੰਘ ਗਰੇਵਾਲ, ਸਰਦਾਰ ਰਾਣਾ ਗੁਰਮੀਤ ਸਿੰਘ ਸੋਢੀ, ਅਮਨਜੋਤ ਕੌਰ ਰਾਮੂਵਾਲੀਆ, ਸਾਬਕਾ ਕੌਮੀ ਐਸਸੀ ਕਮਿਸ਼ਨ ਦੇ ਚੇਅਰਮੈਨ ਵਿਜੇ ਸਾਂਪਲਾ, ਸਾਬਕਾ ਕੇਂਦਰੀ ਮੰਤਰੀ ਮਹਾਰਾਣੀ ਪ੍ਰਨੀਤ ਕੌਰ, ਵਿਧਾਇਕ ਜੰਗੀ ਲਾਲ ਮਹਾਜਨ, ਸੂਬਾ ਮੀਤ ਪ੍ਰਧਾਨ ਫਤਿਹ ਜੰਗ ਬਾਜਵਾ, ਬਿਕਰਮਜੀਤ ਸਿੰਘ ਚੀਮਾ, ਕਿਸਾਨ ਮੋਰਚਾ ਦੇ ਸੂਬਾ ਪ੍ਰਧਾਨ ਦਰਸ਼ਨ ਸਿੰਘ ਨੈਣੇਵਾਲ ਅਤੇ ਭਾਜਪਾ ਪੰਜਾਬ ਦੇ ਸੂਬਾ ਮੀਡੀਆ ਮੁਖੀ ਵਿਨੀਤ ਜੋਸ਼ੀ ਸ਼ਾਮਲ ਹਨ। ਭਾਜਪਾ ਆਗੂਆਂ ਨੇ ਕਿਹਾ ਕਿ ਪੰਜਾਬ ਦੀਆਂ ਮੰਡੀਆਂ ਵਿੱਚ ਝੋਨਾ ਖਰੀਦ ਸਮੱਸਿਆਵਾਂ ਨਾਲ ਜੂਝ ਰਹੀਆਂ ਹਨ, ਜਿਸ ਵਿੱਚ ਬਾਰਦਾਨੇ ਅਤੇ ਤਰਪਾਲਾਂ ਦੀ ਘਾਟ, ਕਸਟਮ ਮਿਲਿੰਗ ਨੀਤੀ ਦੇ ਨੋਟੀਫਿਕੇਸ਼ਨ ਵਿੱਚ ਦੇਰੀ, ਐਗਾਕਰਕੇ ਮਿਲਿੰਗ ਨੀਤੀ ਦਾ ਨੋਟੀਫਿਕੇਸ਼ਨ ਨਾ ਹੋਣਾ, ਮਜ਼ਦੂਰਾਂ ਦੇ ਠੇਕੇ ਜਾਂ ਟਰਾਂਸਪੋਰਟ ਦੇ ਠੇਕੇ ਦੇਣ ਵਿੱਚ ਦੇਰੀ ਆਦਿ ਸ਼ਾਮਲ ਹਨ। ਭਾਜਪਾ ਦੇ ਵਫ਼ਦ ਨੇ ਕਿਹਾ ਕਿ ਪੰਜਾਬ ਦੀ 'ਆਪ' ਸਰਕਾਰ ਪੰਜਾਬ ਦੀਆਂ ਮੰਡੀਆਂ 'ਚ ਪੀਣ ਵਾਲੇ ਪਾਣੀ, ਪਖਾਨੇ ਅਤੇ ਜ਼ਰੂਰੀ ਮੈਡੀਕਲ ਸਹੂਲਤਾਂ ਵਰਗੀਆਂ ਬੁਨਿਆਦੀ ਸਹੂਲਤਾਂ ਨੂੰ ਯਕੀਨੀ ਬਣਾਉਣ 'ਚ ਨਾਕਾਮ ਰਹੀ ਹੈ। ਪੰਜਾਬ ਸਰਕਾਰ ਦੀ ਸ਼ਰ ਤੋਂ ਵੱਡੀ ਨਾਕਾਮੀ ਇਹ ਹੈ ਕਿ ਉਹ ਅਜੇ ਤੱਕ ਪੰਜਾਬ ਦੇ 5500 ਰਾਈਸ ਮਿੱਲਰਾਂ ਸਮਝੌਤਾ ਨਹੀਂ ਕਰ ਸਕੀ ਜੋ ਕੀ ਅਗਸਤ ਦੇ ਅੰਤ ਜਾਂ ਸਤੰਬਰ ਦੀ ਸ਼ੁਰੂਆਤ ਤਕ ਕਰਨ ਸੀ। bbox=[632, 756, 900, 979]
story5-subheadline: ਕਿਹਾ 100 ਕੱਟੇ ਪਿੱਛੇ 5 ਕੱਟੇ ਧੱਕੇ ਨਾਲ ਕੱਟ ਲਗਾ ਕੇ ਦੇਣ ਲਈ ਕੀਤਾ ਜਾਂ ਰਿਹਾ ਮਜਬੂਰ bbox=[423, 1139, 815, 1154]
story4-paragraph: ਵਿਭਾਗ ਨੇ ਰਾਜ ਪੱਧਰੀ ਫਾਇਰ ਅਤੇ ਐਮਰਜੈਂਸੀ ਸੇਵਾ ਬਣਾਈ ਹੈ। ਇਸ ਦੀ ਅਗਵਾਈ ਸਥਾਨਕ ਸਰਕਾਰਾਂ ਵਿਭਾਗ ਦੇ ਡਾਇਰੈਕਟਰ ਵੱਲੋਂ ਕੀਤੀ ਜਾਵੇਗੀ, ਜੋ ਆਪਣੀਆਂ ਜ਼ਿੰਮੇਵਾਰੀਆਂ ਨਿਭਾਉਣ ਵਿੱਚ ਤਕਨੀਕੀ ਅਧਿਕਾਰੀਆਂ ਦੀ ਮਦਦ ਕਰੇਗਾ। ਇਸ ਦੇ ਨਾਲ ਹੀ ਸਥਤ ਸਜ਼ਾ ਦਾ ਵੀ ਪ੍ਰਬੰਧ ਹੋਵੇਗਾ। ਬਿੱਲ ਫਾਇਰ ਅਫਸਰਾਂ ਲਈ ਜੋਖਮਭਰੀ ਨਿਰੀਖਣ ਕਰਨ ਲਈ ਇੱਕ ਢਾਂਚਾ ਬਣਾਉਂਦਾ ਹੈ। ਫਾਇਰ ਅਧਿਕਾਰੀ ਕਿਸੇ ਇਮਾਰਤ ਵਿੱਚ ਫਾਇਰ ਦੇ ਸੰਭਾਵੀ ਖਤਰਿਆਂ ਨੂੰ ਪ੍ਰਭਾਵਸ਼ਾਲੀ ਢੰਗ ਨਾਲ ਖਤਮ ਕਰਨ ਲਈ ਆਸਾਨੀ ਨਾਲ ਨਿਰੀਖਣ ਕਰਨ ਅਤੇ ਨਿਰਦੇਸ਼ ਜਾਰੀ ਕਰਨ ਦੇ ਯੋਗ ਹੋਣਗੇ। bbox=[44, 1325, 330, 1395]
story5-column-d bbox=[770, 1160, 900, 1506]
masthead-date: 28 OCTOBER 2024 bbox=[52, 88, 168, 103]
